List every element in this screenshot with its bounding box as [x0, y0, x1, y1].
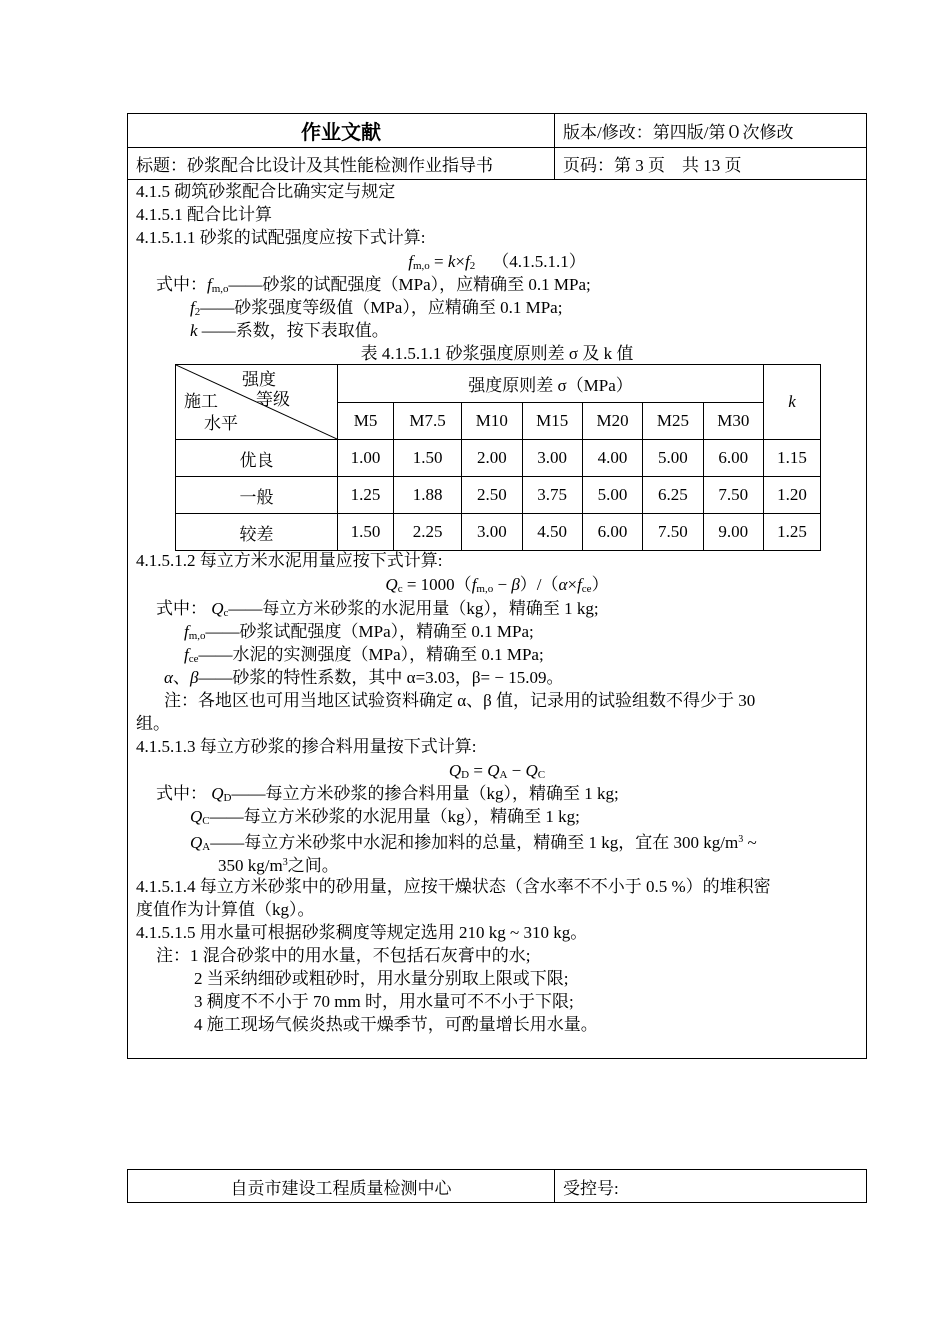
- subject-cell: [128, 148, 554, 179]
- corner-strength: 强度: [242, 370, 276, 389]
- corner-level: 水平: [204, 414, 238, 433]
- footer-org: 自贡市建设工程质量检测中心: [230, 1178, 452, 1198]
- definition-fmo-2: $f_{m,o}——$砂浆试配强度（MPa），精确至 0.1 MPa;: [184, 622, 534, 642]
- grade-header: M15: [522, 402, 582, 440]
- footer-table: [127, 1169, 867, 1203]
- strength-deviation-table: [175, 364, 821, 551]
- doc-title: 作业文献: [301, 120, 381, 144]
- section-4-1-5-1-4-continued: 度值作为计算值（kg）。: [136, 900, 315, 919]
- subject-text: 标题：砂浆配合比设计及其性能检测作业指导书: [136, 156, 493, 175]
- equation-1-number: （4.1.5.1.1）: [492, 252, 586, 271]
- corner-grade: 等级: [256, 390, 290, 409]
- definition-fce: $f_{ce}——$水泥的实测强度（MPa），精确至 0.1 MPa;: [184, 645, 544, 665]
- version-text: 版本/修改：第四版/第０次修改: [563, 123, 794, 142]
- grade-header: M10: [462, 402, 522, 440]
- footer-org-cell: [128, 1170, 554, 1202]
- equation-1: $f_{m,o} = k\times f_2$ （4.1.5.1.1）: [408, 252, 586, 272]
- section-4-1-5-1: 4.1.5.1 配合比计算: [136, 205, 272, 224]
- table-group-header: 强度原则差 σ（MPa）: [338, 365, 764, 403]
- page-number-text: 页码：第 3 页 共 13 页: [563, 156, 742, 175]
- table-row: 优良 1.00 1.50 2.00 3.00 4.00 5.00 6.00 1.15: [176, 440, 821, 477]
- table-corner-cell: [176, 365, 338, 440]
- footer-control-number: 受控号:: [563, 1178, 619, 1198]
- table-k-header: k: [764, 365, 821, 440]
- definition-qd: 式中： $Q_D——$每立方米砂浆的掺合料用量（kg），精确至 1 kg;: [156, 784, 619, 804]
- section-4-1-5-1-3: 4.1.5.1.3 每立方砂浆的掺合料用量按下式计算:: [136, 737, 477, 756]
- grade-header: M5: [338, 402, 394, 440]
- document-frame: [127, 113, 867, 1059]
- water-note-1: 注：1 混合砂浆中的用水量，不包括石灰膏中的水;: [156, 946, 531, 965]
- grade-header: M25: [643, 402, 703, 440]
- equation-2: $Q_c = 1000(f_{m,o} - \beta)/(\alpha\times f_{ce})$: [385, 575, 609, 595]
- note-1-continued: 组。: [136, 714, 170, 733]
- definition-fmo: 式中：$f_{m,o}——$砂浆的试配强度（MPa），应精确至 0.1 MPa;: [156, 275, 591, 295]
- definition-f2: $f_2——$砂浆强度等级值（MPa），应精确至 0.1 MPa;: [190, 298, 563, 318]
- note-1: 注：各地区也可用当地区试验资料确定 α、β 值，记录用的试验组数不得少于 30: [164, 691, 756, 710]
- water-note-2: 2 当采纳细砂或粗砂时，用水量分别取上限或下限;: [194, 969, 569, 988]
- definition-qa: $Q_A——$每立方米砂浆中水泥和掺加料的总量，精确至 1 kg，宜在 300 $kg/m^3$ ~: [190, 833, 757, 853]
- corner-construction: 施工: [184, 392, 218, 411]
- grade-header: M20: [582, 402, 642, 440]
- section-4-1-5-1-5: 4.1.5.1.5 用水量可根据砂浆稠度等规定选用 210 kg ~ 310 kg。: [136, 923, 588, 942]
- header-row-2: [128, 148, 866, 180]
- definition-alpha-beta: α、β——砂浆的特性系数，其中 α=3.03，β= − 15.09。: [164, 668, 564, 687]
- definition-qc-2: $Q_C——$每立方米砂浆的水泥用量（kg），精确至 1 kg;: [190, 807, 580, 827]
- section-4-1-5-1-2: 4.1.5.1.2 每立方米水泥用量应按下式计算:: [136, 551, 443, 570]
- definition-qc: 式中： $Q_c——$每立方米砂浆的水泥用量（kg），精确至 1 kg;: [156, 599, 599, 619]
- section-4-1-5-1-1: 4.1.5.1.1 砂浆的试配强度应按下式计算:: [136, 228, 426, 247]
- header-row-1: [128, 114, 866, 148]
- grade-header: M7.5: [394, 402, 462, 440]
- equation-3: $Q_D = Q_A - Q_C$: [448, 761, 546, 781]
- table-row: 较差 1.50 2.25 3.00 4.50 6.00 7.50 9.00 1.25: [176, 514, 821, 551]
- section-4-1-5-1-4: 4.1.5.1.4 每立方米砂浆中的砂用量，应按干燥状态（含水率不不小于 0.5 %）的堆积密: [136, 877, 771, 896]
- grade-header: M30: [703, 402, 763, 440]
- water-note-3: 3 稠度不不小于 70 mm 时，用水量可不不小于下限;: [194, 992, 574, 1011]
- table-row: 一般 1.25 1.88 2.50 3.75 5.00 6.25 7.50 1.20: [176, 477, 821, 514]
- definition-qa-continued: 350 $kg/m^3$之间。: [218, 856, 339, 875]
- doc-title-cell: [128, 114, 554, 147]
- water-note-4: 4 施工现场气候炎热或干燥季节，可酌量增长用水量。: [194, 1015, 598, 1034]
- table-caption: 表 4.1.5.1.1 砂浆强度原则差 σ 及 k 值: [360, 344, 634, 363]
- definition-k: k ——系数，按下表取值。: [190, 321, 389, 340]
- section-4-1-5: 4.1.5 砌筑砂浆配合比确实定与规定: [136, 182, 396, 201]
